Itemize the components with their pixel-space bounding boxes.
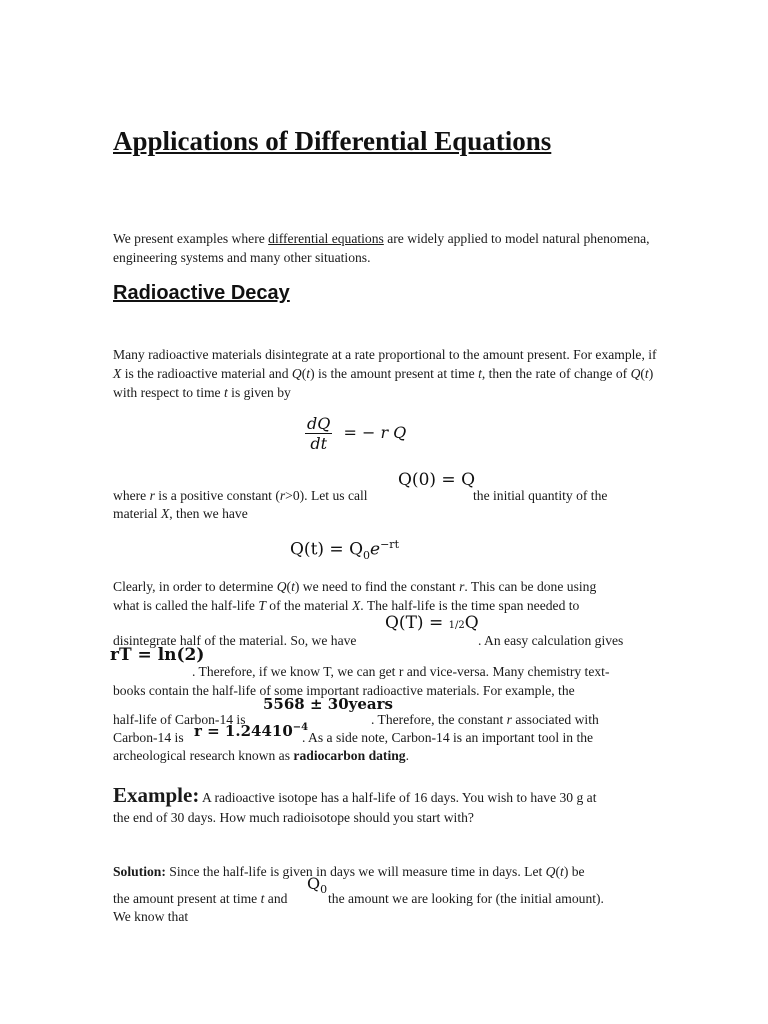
radiocarbon-dating-term: radiocarbon dating	[293, 748, 406, 763]
intro-paragraph	[113, 229, 658, 267]
p3-var-t: t	[291, 579, 295, 594]
solution-var-q: Q	[545, 864, 556, 879]
p1-text-f: is given by	[227, 385, 291, 400]
p1-var-t4: t	[224, 385, 228, 400]
equation-dq-dt	[305, 414, 406, 453]
p1-text-d: , then the rate of change of	[481, 366, 631, 381]
p3-line-7	[113, 728, 184, 747]
half-life-lhs: Q(T) =	[385, 613, 449, 633]
p2-text-f: , then we have	[169, 506, 248, 521]
solution-var-t: t	[560, 864, 564, 879]
example-text-1: A radioactive isotope has a half-life of 16 days. You wish to have 30 g at	[199, 790, 597, 805]
p2-text-b: is a positive constant (	[154, 488, 280, 503]
p2-text-c: >0). Let us call	[285, 488, 368, 503]
p1-text-a: Many radioactive materials disintegrate at a rate proportional to the amount present. For example, if	[113, 347, 657, 362]
p2-line-1-tail	[473, 486, 607, 505]
p1-var-t2: t	[478, 366, 482, 381]
solution-label: Solution:	[113, 864, 166, 879]
p3-line-1: Clearly, in order to determine Q(t) we need to find the constant r. This can be done using	[113, 579, 597, 594]
page-title: Applications of Differential Equations	[113, 126, 552, 156]
p2-var-x: X	[160, 506, 170, 521]
p3-l6b: . Therefore, the constant	[371, 712, 507, 727]
equation-decay	[290, 538, 399, 562]
solution-line-3	[113, 907, 188, 926]
solution-line-2	[113, 889, 287, 908]
p3-var-r2: r	[506, 712, 512, 727]
equation-q0	[398, 470, 475, 490]
p1-text-e: with respect to time	[113, 385, 224, 400]
p3-line-6-tail	[371, 710, 599, 729]
decay-base: e	[370, 539, 381, 560]
solution-l3: We know that	[113, 909, 189, 924]
decay-lhs: Q(t) = Q	[290, 539, 364, 560]
carbon-r-text: r = 1.24410	[194, 722, 293, 740]
radioactive-paragraph-1: Many radioactive materials disintegrate at a rate proportional to the amount present. For example, if X is the radioactive material and Q(t) is the amount present at time t, then the rate of change of Q(t) with respect to time t is given by	[113, 347, 657, 400]
p3-l6c: associated with	[511, 712, 599, 727]
p2-var-r2: r	[279, 488, 286, 503]
equation-carbon-r	[194, 722, 308, 740]
p3-var-r: r	[459, 579, 465, 594]
half-q: Q	[464, 613, 479, 633]
p3-var-x: X	[351, 598, 361, 613]
p2-line-1	[113, 486, 368, 505]
solution-l1a: Since the half-life is given in days we will measure time in days. Let	[165, 864, 546, 879]
p3-l8c: .	[405, 748, 409, 763]
p3-line-8	[113, 746, 409, 765]
rt-ln2-text: rT = ln(2)	[110, 645, 205, 665]
example-line-1	[113, 783, 597, 810]
p1-var-x: X	[113, 366, 122, 381]
q0-subscript: 0	[320, 883, 328, 897]
p3-l3b: . An easy calculation gives	[478, 633, 624, 648]
equation-rt-ln2	[110, 645, 204, 665]
differential-equations-link[interactable]: differential equations	[268, 231, 384, 246]
p2-var-r: r	[149, 488, 155, 503]
p3-l6a: half-life of Carbon-14 is	[113, 712, 246, 727]
p3-var-q: Q	[276, 579, 287, 594]
solution-l1b: be	[568, 864, 585, 879]
half-fraction: 1/2	[448, 620, 465, 631]
p1-var-t: t	[306, 366, 311, 381]
p1-text-b: is the radioactive material and	[121, 366, 292, 381]
p2-text-a: where	[113, 488, 150, 503]
example-text-2: the end of 30 days. How much radioisotope should you start with?	[113, 810, 474, 825]
p3-l1c: . This can be done using	[464, 579, 597, 594]
section-heading-radioactive-decay: Radioactive Decay	[113, 282, 290, 304]
p3-line-3-tail	[478, 631, 623, 650]
p3-l1a: Clearly, in order to determine	[113, 579, 277, 594]
decay-subscript: 0	[363, 549, 371, 563]
p2-line-2	[113, 504, 248, 523]
p3-l7b: . As a side note, Carbon-14 is an important tool in the	[302, 730, 594, 745]
carbon-half-life-text: 5568 ± 30years	[263, 695, 393, 713]
decay-exponent: −rt	[380, 538, 399, 551]
p1-var-q: Q	[291, 366, 302, 381]
dq-dt-fraction	[305, 414, 332, 453]
p3-l2a: what is called the half-life	[113, 598, 259, 613]
equation-q0-symbol	[307, 874, 327, 896]
p3-l8a: archeological research known as	[113, 748, 294, 763]
solution-line-1: Solution: Since the half-life is given in days we will measure time in days. Let Q(t) be	[113, 864, 585, 879]
equation-rhs: = − r Q	[343, 423, 407, 442]
intro-text-after: are widely applied to model natural phenomena, engineering systems and many other situations.	[113, 231, 650, 265]
p3-line-4	[192, 662, 609, 681]
example-line-2	[113, 808, 474, 827]
p3-l5: books contain the half-life of some important radioactive materials. For example, the	[113, 683, 575, 698]
solution-l2a: the amount present at time	[113, 891, 261, 906]
intro-text-before: We present examples where	[113, 231, 269, 246]
q0-symbol: Q	[307, 874, 321, 893]
p3-l7a: Carbon-14 is	[113, 730, 184, 745]
p3-l4: . Therefore, if we know T, we can get r and vice-versa. Many chemistry text-	[192, 664, 610, 679]
example-label: Example:	[113, 783, 200, 807]
p3-l3a: disintegrate half of the material. So, we have	[113, 633, 357, 648]
p1-text-c: is the amount present at time	[314, 366, 479, 381]
equation-half-life	[385, 613, 479, 633]
p3-l2b: of the material	[265, 598, 352, 613]
p2-text-d: the initial quantity of the	[473, 488, 608, 503]
p3-line-2	[113, 596, 579, 615]
fraction-denominator: dt	[310, 434, 328, 453]
q0-equation-text: Q(0) = Q	[398, 470, 476, 490]
solution-line-2-tail	[328, 889, 604, 908]
solution-var-t2: t	[260, 891, 265, 906]
fraction-numerator: dQ	[307, 414, 331, 433]
solution-l2b: and	[264, 891, 288, 906]
p1-var-q2: Q	[630, 366, 641, 381]
p3-line-7-tail	[302, 728, 593, 747]
p2-text-e: material	[113, 506, 161, 521]
p3-l1b: we need to find the constant	[299, 579, 460, 594]
p3-var-t-halflife: T	[258, 598, 266, 613]
carbon-r-exponent: −4	[292, 722, 309, 733]
solution-l2c: the amount we are looking for (the initial amount).	[328, 891, 604, 906]
p3-l2c: . The half-life is the time span needed to	[360, 598, 580, 613]
p1-var-t3: t	[644, 366, 649, 381]
